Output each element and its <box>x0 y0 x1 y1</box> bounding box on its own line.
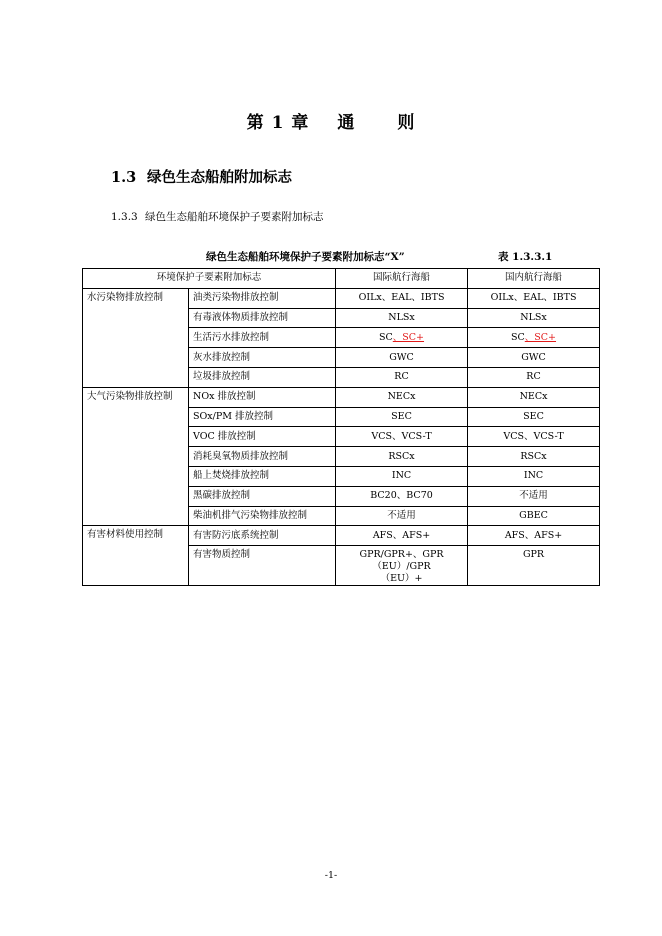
sewage-code: SC <box>511 331 525 343</box>
row-domestic: OILx、EAL、IBTS <box>468 288 600 308</box>
header-international: 国际航行海船 <box>336 269 468 289</box>
revision-mark: 、SC+ <box>524 331 557 343</box>
row-international: NECx <box>336 387 468 407</box>
row-international: BC20、BC70 <box>336 486 468 506</box>
section-number: 1.3 <box>111 169 137 186</box>
subsection-title: 绿色生态船舶环境保护子要素附加标志 <box>145 211 324 223</box>
row-domestic: 不适用 <box>468 486 600 506</box>
table-caption-title: 绿色生态船舶环境保护子要素附加标志“X” <box>206 251 405 263</box>
row-domestic: SEC <box>468 407 600 427</box>
row-international: AFS、AFS+ <box>336 526 468 546</box>
row-domestic: VCS、VCS-T <box>468 427 600 447</box>
row-international: RC <box>336 367 468 387</box>
chapter-title-b: 则 <box>397 113 416 133</box>
row-item: NOx 排放控制 <box>189 387 336 407</box>
row-domestic: RC <box>468 367 600 387</box>
row-international: NLSx <box>336 308 468 328</box>
row-domestic: GBEC <box>468 506 600 526</box>
row-item: VOC 排放控制 <box>189 427 336 447</box>
chapter-label: 第 1 章 <box>246 113 310 133</box>
row-domestic: NLSx <box>468 308 600 328</box>
row-item: 船上焚烧排放控制 <box>189 466 336 486</box>
subsection-number: 1.3.3 <box>111 211 138 223</box>
group-water-pollution: 水污染物排放控制 <box>83 288 189 387</box>
table-row <box>83 387 600 407</box>
row-domestic: AFS、AFS+ <box>468 526 600 546</box>
revision-mark: 、SC+ <box>392 331 425 343</box>
table-row <box>83 526 600 546</box>
row-international: RSCx <box>336 447 468 467</box>
row-item: 有害防污底系统控制 <box>189 526 336 546</box>
row-item: 有害物质控制 <box>189 546 336 586</box>
table-row <box>83 288 600 308</box>
row-domestic: RSCx <box>468 447 600 467</box>
chapter-title-a: 通 <box>337 113 356 133</box>
row-item: 生活污水排放控制 <box>189 328 336 348</box>
row-item: 垃圾排放控制 <box>189 367 336 387</box>
row-domestic: GWC <box>468 348 600 368</box>
header-notation: 环境保护子要素附加标志 <box>83 269 336 289</box>
gpr-line-1: GPR/GPR+、GPR（EU）/GPR <box>359 549 444 573</box>
row-international: SEC <box>336 407 468 427</box>
row-international: OILx、EAL、IBTS <box>336 288 468 308</box>
row-item: 灰水排放控制 <box>189 348 336 368</box>
row-international: INC <box>336 466 468 486</box>
section-heading <box>111 166 292 187</box>
row-international: 不适用 <box>336 506 468 526</box>
row-international: VCS、VCS-T <box>336 427 468 447</box>
row-domestic: NECx <box>468 387 600 407</box>
chapter-title <box>0 108 662 133</box>
row-item: 有毒液体物质排放控制 <box>189 308 336 328</box>
row-domestic <box>468 328 600 348</box>
row-item: 油类污染物排放控制 <box>189 288 336 308</box>
row-item: 柴油机排气污染物排放控制 <box>189 506 336 526</box>
row-item: SOx/PM 排放控制 <box>189 407 336 427</box>
row-domestic: GPR <box>468 546 600 586</box>
table-number: 表 1.3.3.1 <box>498 251 553 263</box>
group-air-pollution: 大气污染物排放控制 <box>83 387 189 526</box>
row-international <box>336 328 468 348</box>
row-item: 消耗臭氧物质排放控制 <box>189 447 336 467</box>
row-international: GWC <box>336 348 468 368</box>
page-number: -1- <box>324 870 338 881</box>
sewage-code: SC <box>379 331 393 343</box>
table-caption <box>82 249 598 265</box>
notation-table <box>82 268 600 586</box>
row-domestic: INC <box>468 466 600 486</box>
row-international <box>336 546 468 586</box>
section-title: 绿色生态船舶附加标志 <box>147 169 292 186</box>
subsection-heading <box>111 209 324 224</box>
header-domestic: 国内航行海船 <box>468 269 600 289</box>
row-item: 黑碳排放控制 <box>189 486 336 506</box>
table-header-row <box>83 269 600 289</box>
group-hazardous-materials: 有害材料使用控制 <box>83 526 189 586</box>
gpr-line-2: （EU）+ <box>380 573 423 585</box>
